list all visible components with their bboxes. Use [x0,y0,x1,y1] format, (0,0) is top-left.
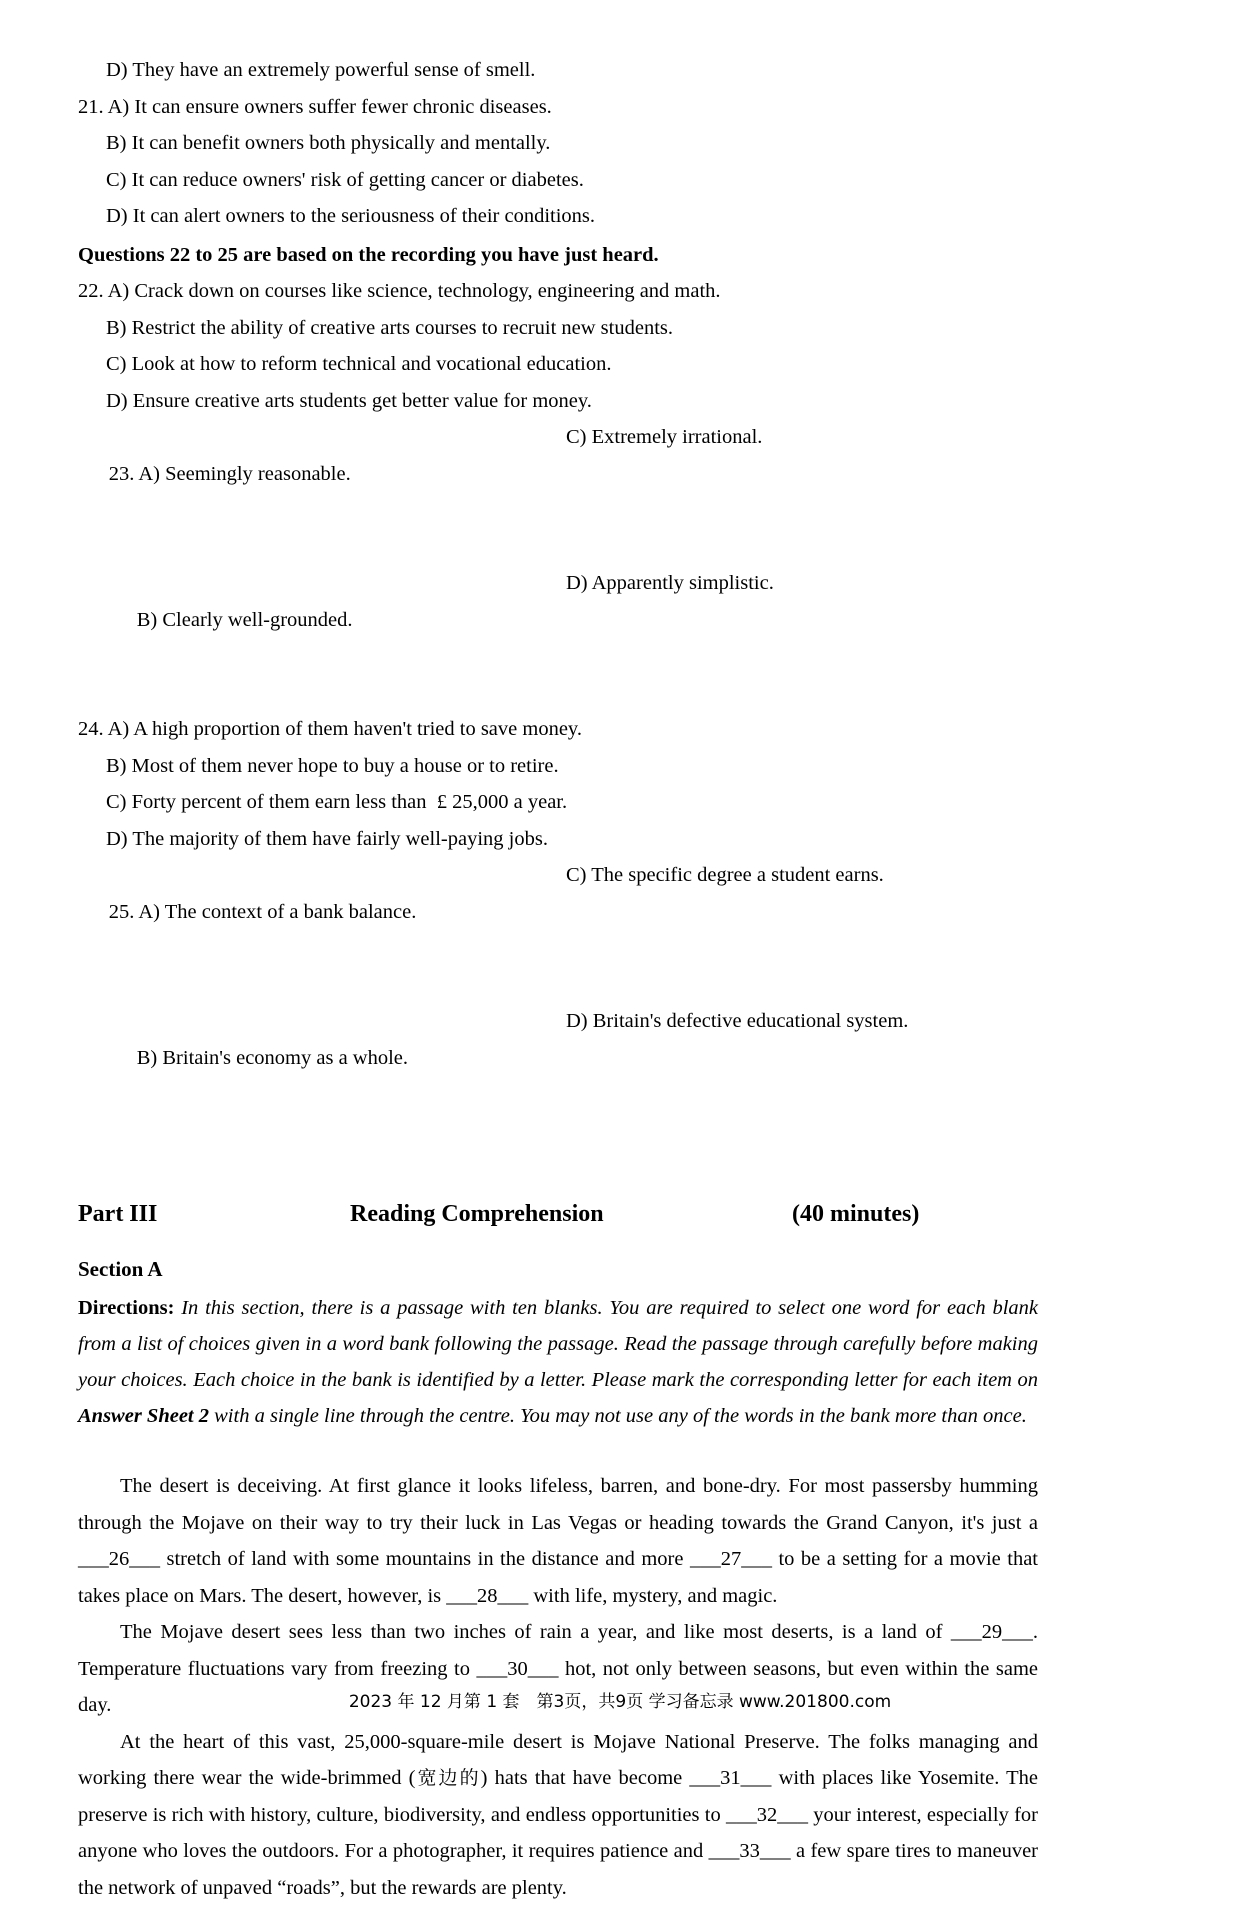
option-line-21a: 21. A) It can ensure owners suffer fewer chronic diseases. [78,89,1038,126]
option-row-23-ac [78,419,1038,565]
passage-text: At the heart of this vast, 25,000-square-mile desert is Mojave National Preserve. The folks managing and working there wear the wide-brimmed ( [78,1731,1038,1790]
directions-label: Directions: [78,1297,174,1319]
passage-text: The desert is deceiving. At first glance it looks lifeless, barren, and bone-dry. For most passersby humming through the Mojave on their way to try their luck in Las Vegas or heading towards the Grand Canyon, it's just a [78,1475,1038,1534]
page-content [78,52,1038,1906]
passage-paragraph-1 [78,1468,1038,1614]
option-line-22b: B) Restrict the ability of creative arts courses to recruit new students. [78,310,1038,347]
directions-text-part1: In this section, there is a passage with ten blanks. You are required to select one word for each blank from a list of choices given in a word bank following the passage. Read the passage through carefully before making your choices. Each choice in the bank is identified by a letter. Please mark the corresponding letter for each item on [78,1297,1038,1391]
option-row-25-bd [78,1003,1038,1149]
option-line-22d: D) Ensure creative arts students get better value for money. [78,383,1038,420]
option-line-22c: C) Look at how to reform technical and vocational education. [78,346,1038,383]
passage-text: ) hats that have become [481,1767,690,1789]
option-row-25-ac [78,857,1038,1003]
option-row-23-bd [78,565,1038,711]
option-line: D) They have an extremely powerful sense of smell. [78,52,1038,89]
directions-paragraph [78,1290,1038,1434]
blank-27: ___27___ [690,1548,772,1570]
passage-text: to be a setting for a movie that takes place on Mars. The desert, however, is [78,1548,1038,1607]
passage-text: a few spare tires to maneuver the network of unpaved “roads”, but the rewards are plenty. [78,1840,1038,1899]
blank-28: ___28___ [446,1585,528,1607]
option-line-23c: C) Extremely irrational. [566,419,762,456]
blank-30: ___30___ [476,1658,558,1680]
option-line-23d: D) Apparently simplistic. [566,565,774,602]
option-line-25c: C) The specific degree a student earns. [566,857,884,894]
option-line-24b: B) Most of them never hope to buy a house or to retire. [78,748,1038,785]
section-a-label: Section A [78,1257,1038,1282]
passage-text: . Temperature fluctuations vary from freezing to [78,1621,1038,1680]
option-line-24c: C) Forty percent of them earn less than £ 25,000 a year. [78,784,1038,821]
option-line-25b: B) Britain's economy as a whole. [109,1040,408,1077]
option-line-24a: 24. A) A high proportion of them haven't tried to save money. [78,711,1038,748]
page-footer: 2023 年 12 月第 1 套 第3页，共9页 学习备忘录 www.201800.com [0,1687,1240,1712]
part-time-allocation: (40 minutes) [792,1201,919,1228]
blank-31: ___31___ [689,1767,771,1789]
questions-22-25-heading: Questions 22 to 25 are based on the recording you have just heard. [78,237,1038,274]
part-label: Part III [78,1201,157,1228]
blank-33: ___33___ [709,1840,791,1862]
option-line-22a: 22. A) Crack down on courses like science, technology, engineering and math. [78,273,1038,310]
option-line-24d: D) The majority of them have fairly well-paying jobs. [78,821,1038,858]
option-line-21d: D) It can alert owners to the seriousness of their conditions. [78,198,1038,235]
chinese-gloss: 宽边的 [415,1767,480,1789]
passage-text: your interest, especially for anyone who loves the outdoors. For a photographer, it requires patience and [78,1804,1038,1863]
option-line-25d: D) Britain's defective educational system. [566,1003,908,1040]
passage-text: The Mojave desert sees less than two inches of rain a year, and like most deserts, is a land of [120,1621,951,1643]
option-line-21c: C) It can reduce owners' risk of getting cancer or diabetes. [78,162,1038,199]
option-line-21b: B) It can benefit owners both physically and mentally. [78,125,1038,162]
option-line-23a: 23. A) Seemingly reasonable. [109,456,351,493]
directions-text-part2: with a single line through the centre. You may not use any of the words in the bank more than once. [209,1405,1027,1427]
passage-text: hot, not only between seasons, but even within the same day. [78,1658,1038,1717]
passage-text: with places like Yosemite. The preserve is rich with history, culture, biodiversity, and endless opportunities to [78,1767,1038,1826]
option-line-23b: B) Clearly well-grounded. [109,602,353,639]
blank-29: ___29___ [951,1621,1033,1643]
part-iii-header [78,1201,1038,1241]
blank-26: ___26___ [78,1548,160,1570]
part-title: Reading Comprehension [350,1201,604,1228]
blank-32: ___32___ [726,1804,808,1826]
option-line-25a: 25. A) The context of a bank balance. [109,894,417,931]
passage-paragraph-3 [78,1724,1038,1906]
passage-text: stretch of land with some mountains in the distance and more [160,1548,690,1570]
passage-text: with life, mystery, and magic. [528,1585,777,1607]
answer-sheet-reference: Answer Sheet 2 [78,1405,209,1427]
